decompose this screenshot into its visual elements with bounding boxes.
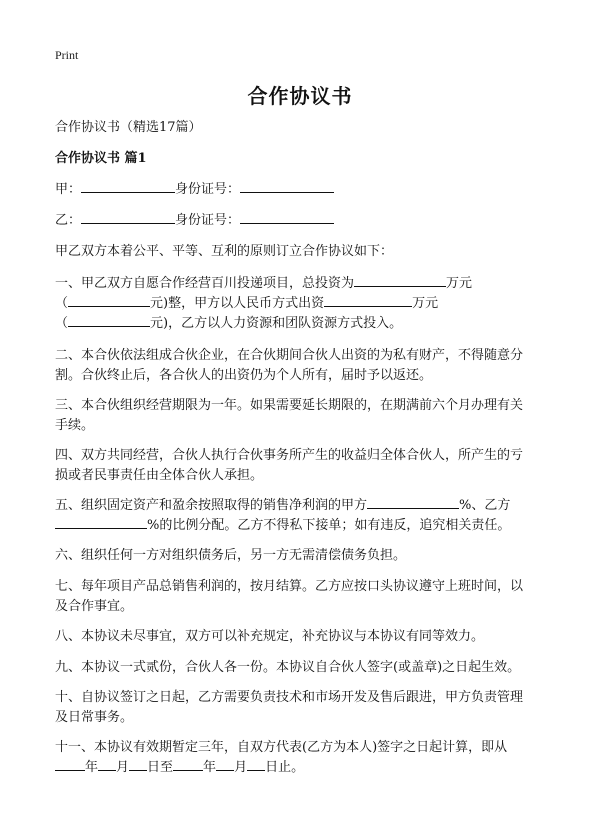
- clause1-cash-blank: [324, 292, 412, 307]
- party-a-id-label: 身份证号：: [175, 182, 241, 197]
- document-subtitle: 合作协议书（精选17篇）: [55, 120, 202, 135]
- clause10-line1: 十、自协议签订之日起，乙方需要负责技术和市场开发及售后跟进，甲方负责管理: [55, 690, 524, 705]
- clause1-text-b: 元)整，甲方以人民币方式出资: [150, 296, 325, 311]
- clause6-line1: 六、组织任何一方对组织债务后，另一方无需清偿债务负担。: [55, 548, 407, 563]
- clause11-month: 月: [116, 760, 130, 775]
- clause5-text-a: 五、组织固定资产和盈余按照取得的销售净利润的甲方: [55, 498, 368, 513]
- clause5-text-c: %的比例分配。乙方不得私下接单；如有违反，追究相关责任。: [147, 518, 511, 533]
- clause11-start-day-blank: [129, 756, 147, 771]
- clause2-line2: 割。合伙终止后，各合伙人的出资仍为个人所有，届时予以返还。: [55, 368, 433, 383]
- party-b-line: [55, 209, 560, 233]
- section-heading: 合作协议书 篇1: [55, 151, 147, 166]
- clause1-total-blank: [354, 272, 446, 287]
- clause3-line1: 三、本合伙组织经营期限为一年。如果需要延长期限的，在期满前六个月办理有关: [55, 398, 524, 413]
- party-a-id-blank: [240, 178, 334, 193]
- clause11-day-end: 日止。: [265, 760, 305, 775]
- clause5-text-b: %、乙方: [459, 498, 511, 513]
- clause7-line1: 七、每年项目产品总销售利润的，按月结算。乙方应按口头协议遵守上班时间，以: [55, 579, 524, 594]
- clause11-start-year-blank: [55, 756, 85, 771]
- clause1-paren-open: （: [55, 296, 69, 311]
- clause11-end-year-blank: [173, 756, 203, 771]
- clause4-line1: 四、双方共同经营，合伙人执行合伙事务所产生的收益归全体合伙人，所产生的亏: [55, 448, 524, 463]
- clause1-yuan-blank: [68, 292, 150, 307]
- clause1-yuan-blank2: [68, 312, 150, 327]
- clause10-line2: 及日常事务。: [55, 710, 134, 725]
- clause1-line3: [55, 312, 560, 336]
- clause11-year2: 年: [203, 760, 217, 775]
- party-b-name-blank: [81, 209, 175, 224]
- print-link[interactable]: Print: [55, 48, 79, 62]
- clause11-start-month-blank: [98, 756, 116, 771]
- intro-text: 甲乙双方本着公平、平等、互利的原则订立合作协议如下：: [55, 244, 394, 259]
- clause1-text-c: 元)，乙方以人力资源和团队资源方式投入。: [150, 316, 403, 331]
- clause1-text-a: 一、甲乙双方自愿合作经营百川投递项目，总投资为: [55, 276, 355, 291]
- clause5-party-b-blank: [55, 514, 147, 529]
- clause11-line2: [55, 756, 560, 780]
- clause2-line1: 二、本合伙依法组成合伙企业，在合伙期间合伙人出资的为私有财产，不得随意分: [55, 348, 524, 363]
- clause11-end-month-blank: [216, 756, 234, 771]
- clause5-party-a-blank: [367, 494, 459, 509]
- clause3-line2: 手续。: [55, 418, 95, 433]
- clause11-end-day-blank: [247, 756, 265, 771]
- clause4-line2: 损或者民事责任由全体合伙人承担。: [55, 468, 264, 483]
- party-b-id-blank: [240, 209, 334, 224]
- clause11-day-to: 日至: [147, 760, 174, 775]
- clause11-line1: 十一、本协议有效期暂定三年，自双方代表(乙方为本人)签字之日起计算，即从: [55, 740, 508, 755]
- clause7-line2: 及合作事宜。: [55, 599, 134, 614]
- document-title: 合作协议书: [247, 84, 353, 108]
- party-b-label: 乙：: [55, 213, 82, 228]
- clause1-unit2: 万元: [412, 296, 439, 311]
- party-b-id-label: 身份证号：: [175, 213, 241, 228]
- clause8-line1: 八、本协议未尽事宜，双方可以补充规定，补充协议与本协议有同等效力。: [55, 629, 485, 644]
- clause11-month2: 月: [234, 760, 248, 775]
- clause9-line1: 九、本协议一式贰份，合伙人各一份。本协议自合伙人签字(或盖章)之日起生效。: [55, 660, 521, 675]
- party-a-line: [55, 178, 560, 202]
- party-a-name-blank: [81, 178, 175, 193]
- clause1-unit: 万元: [446, 276, 473, 291]
- party-a-label: 甲：: [55, 182, 82, 197]
- clause5-line2: [55, 514, 560, 538]
- clause11-year: 年: [85, 760, 99, 775]
- clause1-paren-open2: （: [55, 316, 69, 331]
